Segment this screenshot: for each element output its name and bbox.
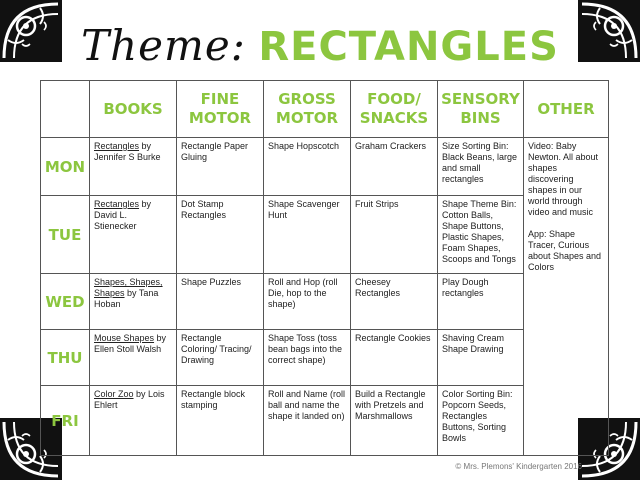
header-row	[41, 81, 609, 138]
day-label: TUE	[41, 196, 90, 274]
book-title: Rectangles	[94, 199, 140, 209]
sensory-cell: Play Dough rectangles	[438, 274, 524, 330]
fine-motor-cell: Rectangle Coloring/ Tracing/ Drawing	[177, 330, 264, 386]
food-cell: Cheesey Rectangles	[351, 274, 438, 330]
book-author: by David L. Stienecker	[94, 199, 152, 231]
day-label: MON	[41, 138, 90, 196]
gross-motor-cell: Shape Scavenger Hunt	[264, 196, 351, 274]
book-title: Mouse Shapes	[94, 333, 155, 343]
other-video: Video: Baby Newton. All about shapes discovering shapes in our world through video and music	[528, 141, 599, 217]
day-label: FRI	[41, 386, 90, 456]
books-cell	[90, 274, 177, 330]
book-author: by Lois Ehlert	[94, 389, 165, 410]
gross-motor-cell: Shape Toss (toss bean bags into the correct shape)	[264, 330, 351, 386]
title-theme: Theme:	[81, 21, 246, 70]
food-cell: Graham Crackers	[351, 138, 438, 196]
column-header-fine-motor: FINE MOTOR	[177, 81, 264, 138]
gross-motor-cell: Roll and Name (roll ball and name the shape it landed on)	[264, 386, 351, 456]
column-header-gross-motor: GROSS MOTOR	[264, 81, 351, 138]
title-topic: RECTANGLES	[258, 24, 559, 70]
sensory-cell: Shaving Cream Shape Drawing	[438, 330, 524, 386]
table-row	[41, 138, 609, 196]
column-header-sensory-bins: SENSORY BINS	[438, 81, 524, 138]
other-app: App: Shape Tracer, Curious about Shapes and Colors	[528, 229, 602, 272]
book-author: by Tana Hoban	[94, 288, 159, 309]
food-cell: Rectangle Cookies	[351, 330, 438, 386]
lesson-plan-table	[40, 80, 609, 456]
food-cell: Build a Rectangle with Pretzels and Marshmallows	[351, 386, 438, 456]
book-author: by Jennifer S Burke	[94, 141, 161, 162]
books-cell	[90, 196, 177, 274]
day-label: THU	[41, 330, 90, 386]
books-cell	[90, 330, 177, 386]
sensory-cell: Size Sorting Bin: Black Beans, large and small rectangles	[438, 138, 524, 196]
copyright-footer: © Mrs. Plemons' Kindergarten 2016	[455, 462, 582, 471]
table-row	[41, 386, 609, 456]
page-title	[0, 18, 640, 84]
book-title: Rectangles	[94, 141, 140, 151]
gross-motor-cell: Roll and Hop (roll Die, hop to the shape)	[264, 274, 351, 330]
column-header-food-snacks: FOOD/ SNACKS	[351, 81, 438, 138]
column-header-other: OTHER	[524, 81, 609, 138]
day-label: WED	[41, 274, 90, 330]
gross-motor-cell: Shape Hopscotch	[264, 138, 351, 196]
other-cell	[524, 138, 609, 456]
table-row	[41, 330, 609, 386]
sensory-cell: Shape Theme Bin: Cotton Balls, Shape Buttons, Plastic Shapes, Foam Shapes, Scoops and Tongs	[438, 196, 524, 274]
book-title: Shapes, Shapes, Shapes	[94, 277, 163, 298]
fine-motor-cell: Dot Stamp Rectangles	[177, 196, 264, 274]
sensory-cell: Color Sorting Bin: Popcorn Seeds, Rectangles Buttons, Sorting Bowls	[438, 386, 524, 456]
fine-motor-cell: Rectangle block stamping	[177, 386, 264, 456]
fine-motor-cell: Shape Puzzles	[177, 274, 264, 330]
food-cell: Fruit Strips	[351, 196, 438, 274]
books-cell	[90, 138, 177, 196]
corner-header	[41, 81, 90, 138]
fine-motor-cell: Rectangle Paper Gluing	[177, 138, 264, 196]
table-row	[41, 196, 609, 274]
book-author: by Ellen Stoll Walsh	[94, 333, 167, 354]
column-header-books: BOOKS	[90, 81, 177, 138]
books-cell	[90, 386, 177, 456]
table-row	[41, 274, 609, 330]
book-title: Color Zoo	[94, 389, 134, 399]
